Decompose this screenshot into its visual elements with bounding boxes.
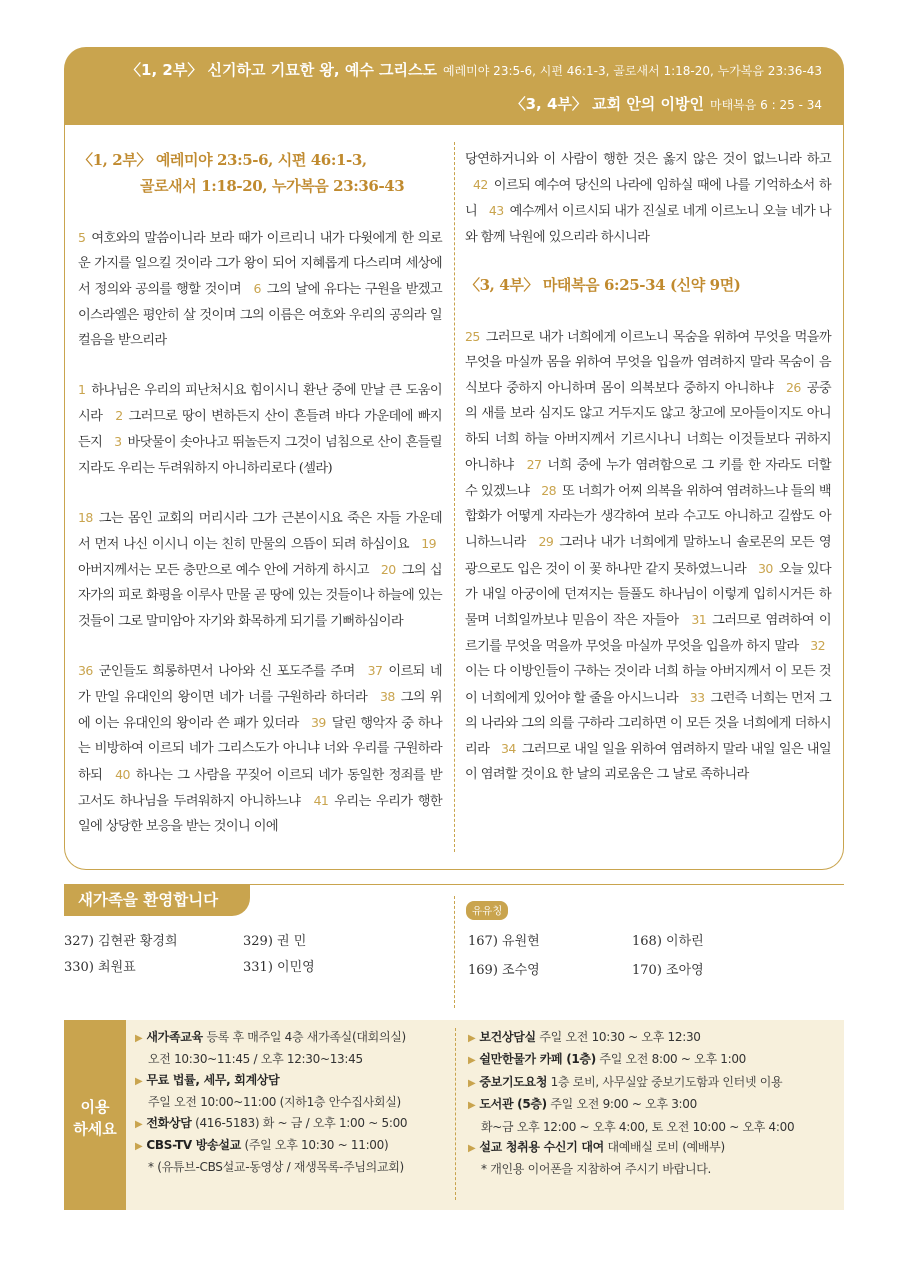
- verse-number: 3: [114, 434, 122, 450]
- new-child-name: 168) 이하린: [632, 934, 704, 949]
- verse-text: 그런즉 너희는 먼저 그의 나라와 그의 의를 구하라 그리하면 이 모든 것을 너희에게 더하시리라: [465, 690, 832, 758]
- verse-text: 이는 다 이방인들이 구하는 것이라 너희 하늘 아버지께서 이 모든 것이 너희에게 있어야 할 줄을 아시느니라: [465, 664, 831, 706]
- left-title-line-2: 골로새서 1:18-20, 누가복음 23:36-43: [140, 177, 405, 195]
- triangle-bullet-icon: ▶: [468, 1143, 476, 1155]
- passage-jeremiah: [78, 225, 442, 353]
- info-item: [468, 1159, 838, 1179]
- info-item-detail: 오전 10:30~11:45 / 오후 12:30~13:45: [148, 1052, 363, 1067]
- verse-number: 43: [488, 203, 504, 219]
- info-item: [468, 1137, 838, 1159]
- passage-luke-continued: [465, 147, 831, 250]
- verse-number: 40: [115, 766, 130, 782]
- new-child-name: 169) 조수영: [468, 963, 540, 978]
- verse-number: 28: [541, 483, 556, 499]
- new-member-name: 329) 권 민: [243, 934, 307, 949]
- info-item-label: 새가족교육: [146, 1030, 203, 1044]
- children-badge: 유유칭: [466, 901, 508, 920]
- verse-text: 또 너희가 어찌 의복을 위하여 염려하느냐 들의 백합화가 어떻게 자라는가 생각하여 보라 수고도 아니하고 길쌈도 아니하느니라: [465, 484, 831, 551]
- triangle-bullet-icon: ▶: [468, 1033, 476, 1044]
- verse-number: 18: [78, 509, 93, 525]
- info-item: [135, 1070, 451, 1092]
- info-item-label: 설교 청취용 수신기 대여: [479, 1140, 604, 1155]
- header-line-1: [126, 59, 822, 80]
- verse-number: 25: [465, 328, 480, 344]
- triangle-bullet-icon: ▶: [468, 1077, 476, 1089]
- info-item: [135, 1135, 451, 1157]
- info-item: [468, 1072, 838, 1094]
- info-item: [135, 1092, 451, 1112]
- info-side-label-line-2: 하세요: [73, 1120, 117, 1138]
- verse-text: 달린 행악자 중 하나는 비방하여 이르되 네가 그리스도가 아니냐 너와 우리를 구원하라 하되: [78, 716, 443, 783]
- info-item: [468, 1027, 838, 1049]
- verse-number: 20: [380, 562, 396, 578]
- passage-luke: [78, 658, 442, 839]
- verse-text: 여호와의 말씀이니라 보라 때가 이르리니 내가 다윗에게 한 의로운 가지를 일으킬 것이라 그가 왕이 되어 지혜롭게 다스리며 세상에서 정의와 공의를 행할 것이며: [78, 231, 442, 298]
- info-item-detail: * (유튜브-CBS설교-동영상 / 재생목록-주님의교회): [148, 1160, 404, 1175]
- header-sermon-title-1: 〈1, 2부〉 신기하고 기묘한 왕, 예수 그리스도: [126, 61, 437, 79]
- verse-number: 32: [810, 638, 826, 654]
- header-sermon-title-2: 〈3, 4부〉 교회 안의 이방인: [510, 95, 704, 113]
- verse-text: 오늘 있다가 내일 아궁이에 던져지는 들풀도 하나님이 이렇게 입히시거든 하물며 너희일까보냐 믿음이 작은 자들아: [465, 561, 831, 629]
- passage-matthew: [465, 324, 831, 788]
- info-item-label: CBS-TV 방송설교: [146, 1138, 241, 1153]
- verse-text: 아버지께서는 모든 충만으로 예수 안에 거하게 하시고: [78, 563, 369, 579]
- info-item-detail: * 개인용 이어폰을 지참하여 주시기 바랍니다.: [481, 1162, 712, 1177]
- verse-number: 2: [115, 408, 123, 424]
- verse-number: 6: [253, 281, 261, 297]
- verse-text: 그는 몸인 교회의 머리시라 그가 근본이시요 죽은 자들 가운데서 먼저 나신 이시니 이는 친히 만물의 으뜸이 되려 하심이요: [78, 510, 442, 553]
- info-divider: [455, 1028, 456, 1200]
- verse-number: 39: [311, 715, 326, 731]
- info-item-label: 중보기도요청: [479, 1074, 548, 1089]
- info-list-right: [468, 1027, 838, 1180]
- verse-text: 당연하거니와 이 사람이 행한 것은 옳지 않은 것이 없느니라 하고: [465, 152, 831, 167]
- triangle-bullet-icon: ▶: [135, 1141, 143, 1153]
- info-item-detail: 대예배실 로비 (예배부): [603, 1140, 725, 1155]
- right-section-title: 〈3, 4부〉 마태복음 6:25-34 (신약 9면): [465, 275, 741, 294]
- info-item-detail: (416-5183) 화 ~ 금 / 오후 1:00 ~ 5:00: [191, 1115, 408, 1130]
- info-item: [468, 1117, 838, 1137]
- verse-text: 하나는 그 사람을 꾸짖어 이르되 네가 동일한 정죄를 받고서도 하나님을 두려워하지 아니하느냐: [78, 767, 443, 809]
- verse-text: 너희 중에 누가 염려함으로 그 키를 한 자라도 더할 수 있겠느냐: [465, 457, 831, 500]
- info-item-label: 전화상담: [146, 1115, 192, 1130]
- triangle-bullet-icon: ▶: [135, 1075, 143, 1087]
- verse-number: 42: [473, 177, 488, 193]
- verse-number: 5: [78, 230, 86, 245]
- verse-text: 이르되 예수여 당신의 나라에 임하실 때에 나를 기억하소서 하니: [465, 178, 831, 220]
- header-scripture-ref-2: 마태복음 6 : 25 - 34: [710, 98, 822, 112]
- info-list-left: [135, 1027, 451, 1178]
- new-child-name: 170) 조아영: [632, 963, 704, 978]
- info-item-label: 무료 법률, 세무, 회계상담: [146, 1072, 280, 1087]
- left-scripture-column: [78, 147, 442, 839]
- verse-number: 1: [78, 382, 86, 398]
- verse-text: 그러므로 내일 일을 위하여 염려하지 말라 내일 일은 내일이 염려할 것이요 한 날의 괴로움은 그 날로 족하니라: [465, 742, 832, 783]
- info-item: [135, 1049, 451, 1069]
- column-divider: [454, 142, 455, 852]
- new-member-name: 327) 김현관 황경희: [64, 934, 178, 949]
- info-item-detail: 주일 오전 8:00 ~ 오후 1:00: [595, 1052, 746, 1067]
- info-item: [135, 1113, 451, 1135]
- verse-text: 바닷물이 솟아나고 뛰놀든지 그것이 넘침으로 산이 흔들릴지라도 우리는 두려워하지 아니하리로다 (셀라): [78, 435, 443, 476]
- info-item-detail: 화~금 오후 12:00 ~ 오후 4:00, 토 오전 10:00 ~ 오후 4:00: [481, 1119, 795, 1134]
- new-child-name: 167) 유원현: [468, 934, 540, 949]
- verse-text: 그의 날에 유다는 구원을 받겠고 이스라엘은 평안히 살 것이며 그의 이름은 여호와 우리의 공의라 일컬음을 받으리라: [78, 282, 443, 348]
- verse-number: 34: [501, 741, 516, 757]
- info-side-label-line-1: 이용: [80, 1098, 110, 1116]
- header-scripture-ref-1: 예레미야 23:5-6, 시편 46:1-3, 골로새서 1:18-20, 누가복음 23:36-43: [443, 64, 822, 78]
- right-scripture-column: [465, 147, 831, 787]
- verse-text: 군인들도 희롱하면서 나아와 신 포도주를 주며: [98, 663, 355, 679]
- verse-number: 30: [757, 560, 773, 576]
- verse-text: 하나님은 우리의 피난처시요 힘이시니 환난 중에 만날 큰 도움이시라: [78, 383, 442, 425]
- verse-text: 그의 십자가의 피로 화평을 이루사 만물 곧 땅에 있는 것들이나 하늘에 있는 것들이 그로 말미암아 자기와 화목하게 되기를 기뻐하심이라: [78, 563, 442, 629]
- new-member-name: 331) 이민영: [243, 960, 315, 975]
- passage-colossians: [78, 505, 442, 634]
- left-title-line-1: 〈1, 2부〉 예레미야 23:5-6, 시편 46:1-3,: [78, 151, 367, 169]
- info-item-label: 보건상담실: [479, 1030, 536, 1044]
- verse-number: 38: [379, 689, 395, 705]
- verse-number: 26: [786, 380, 801, 396]
- info-item: [468, 1094, 838, 1116]
- new-member-name: 330) 최원표: [64, 960, 136, 975]
- info-item: [468, 1049, 838, 1071]
- info-item-detail: 주일 오전 10:30 ~ 오후 12:30: [535, 1030, 701, 1044]
- info-item-label: 도서관 (5층): [479, 1097, 547, 1112]
- header-line-2: [511, 93, 822, 114]
- verse-number: 37: [367, 662, 383, 678]
- triangle-bullet-icon: ▶: [468, 1100, 476, 1112]
- verse-text: 그러나 내가 너희에게 말하노니 솔로몬의 모든 영광으로도 입은 것이 이 꽃 하나만 같지 못하였느니라: [465, 535, 831, 577]
- verse-text: 그의 위에 이는 유대인의 왕이라 쓴 패가 있더라: [78, 690, 443, 732]
- info-item-detail: 주일 오전 9:00 ~ 오후 3:00: [546, 1097, 697, 1112]
- info-item-detail: 주일 오전 10:00~11:00 (지하1층 안수집사회실): [148, 1095, 401, 1110]
- triangle-bullet-icon: ▶: [135, 1118, 143, 1130]
- verse-number: 19: [421, 536, 437, 552]
- sermon-header: [64, 47, 844, 125]
- verse-text: 그러므로 염려하여 이르기를 무엇을 먹을까 무엇을 마실까 무엇을 입을까 하지 말라: [465, 613, 832, 655]
- welcome-divider: [454, 896, 455, 1008]
- info-item-detail: 등록 후 매주일 4층 새가족실(대회의실): [202, 1030, 406, 1044]
- triangle-bullet-icon: ▶: [468, 1055, 476, 1067]
- triangle-bullet-icon: ▶: [135, 1033, 143, 1044]
- left-section-title: [78, 147, 442, 199]
- passage-psalm: [78, 377, 442, 481]
- verse-number: 36: [78, 662, 93, 678]
- info-side-label: [64, 1020, 126, 1210]
- verse-text: 그러므로 내가 너희에게 이르노니 목숨을 위하여 무엇을 먹을까 무엇을 마실까 몸을 위하여 무엇을 입을까 염려하지 말라 목숨이 음식보다 중하지 아니하며 몸이 의복보다 중하지 아니하냐: [465, 329, 831, 397]
- verse-text: 그러므로 땅이 변하든지 산이 흔들려 바다 가운데에 빠지든지: [78, 409, 443, 451]
- verse-text: 공중의 새를 보라 심지도 않고 거두지도 않고 창고에 모아들이지도 아니하되 너희 하늘 아버지께서 기르시나니 너희는 이것들보다 귀하지 아니하냐: [465, 381, 832, 473]
- verse-text: 예수께서 이르시되 내가 진실로 네게 이르노니 오늘 네가 나와 함께 낙원에 있으리라 하시니라: [465, 204, 832, 245]
- info-item-detail: 1층 로비, 사무실앞 중보기도함과 인터넷 이용: [547, 1074, 783, 1089]
- verse-number: 41: [313, 792, 329, 808]
- info-item-detail: (주일 오후 10:30 ~ 11:00): [240, 1138, 389, 1153]
- verse-number: 27: [526, 456, 542, 472]
- verse-number: 31: [691, 612, 707, 628]
- info-item: [135, 1157, 451, 1177]
- info-item: [135, 1027, 451, 1049]
- verse-text: 이르되 네가 만일 유대인의 왕이면 네가 너를 구원하라 하더라: [78, 663, 442, 706]
- welcome-title: 새가족을 환영합니다: [64, 884, 250, 916]
- verse-number: 29: [538, 534, 554, 550]
- info-item-label: 쉴만한물가 카페 (1층): [479, 1052, 596, 1067]
- verse-number: 33: [689, 689, 705, 705]
- verse-text: 우리는 우리가 행한 일에 상당한 보응을 받는 것이니 이에: [78, 793, 443, 835]
